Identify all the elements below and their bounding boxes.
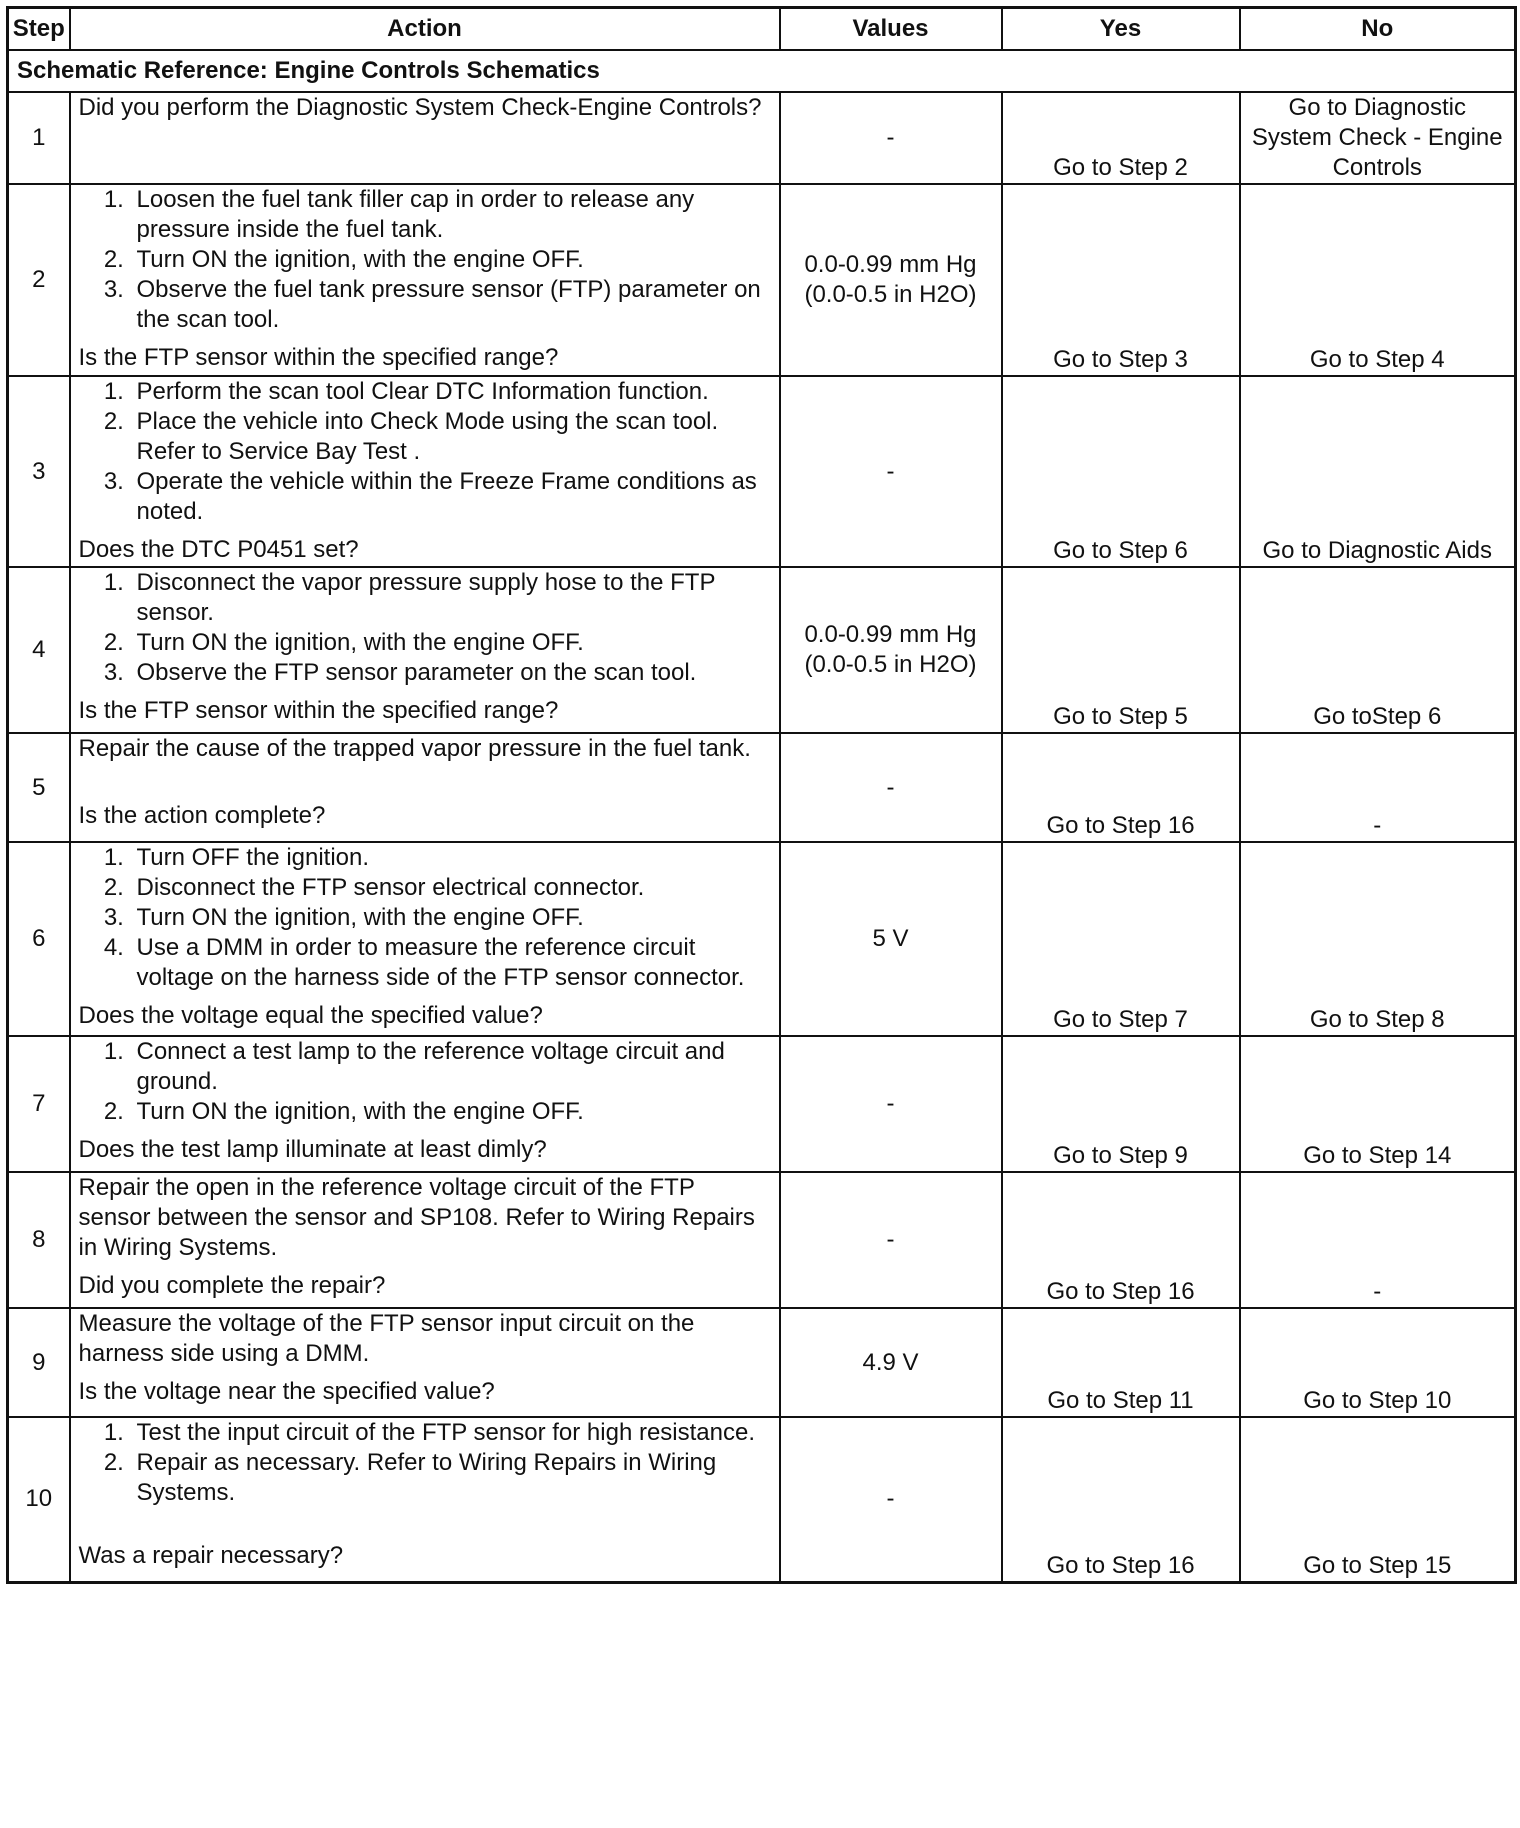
- value-line: (0.0-0.5 in H2O): [804, 281, 977, 308]
- action-step-item: 2. Disconnect the FTP sensor electrical connector.: [131, 873, 771, 903]
- table-row: [8, 1417, 1516, 1582]
- action-text: Repair the open in the reference voltage circuit of the FTP sensor between the sensor and SP108. Refer to Wiring Repairs in Wiring Systems.: [78, 1174, 755, 1261]
- values-cell: [780, 567, 1002, 733]
- yes-action: Go to Step 2: [1002, 92, 1240, 184]
- step-number: 1: [8, 92, 70, 184]
- action-step-item: 2. Turn ON the ignition, with the engine OFF.: [131, 245, 771, 275]
- value-line: -: [886, 457, 895, 485]
- action-step-item: 4. Use a DMM in order to measure the reference circuit voltage on the harness side of the FTP sensor connector.: [131, 933, 771, 993]
- step-number: 5: [8, 733, 70, 842]
- action-step-item: 3. Observe the fuel tank pressure sensor (FTP) parameter on the scan tool.: [131, 275, 771, 335]
- action-question: Is the FTP sensor within the specified range?: [78, 697, 559, 724]
- table-row: [8, 842, 1516, 1036]
- action-cell: [70, 1036, 780, 1172]
- step-number: 8: [8, 1172, 70, 1308]
- table-row: [8, 184, 1516, 376]
- values-cell: [780, 92, 1002, 184]
- value-line: -: [886, 1090, 895, 1117]
- table-row: [8, 376, 1516, 567]
- header-values: Values: [780, 8, 1002, 51]
- no-action: Go to Step 8: [1240, 842, 1516, 1036]
- action-step-list: [79, 1037, 771, 1127]
- action-question: Does the test lamp illuminate at least dimly?: [78, 1136, 547, 1163]
- no-action: Go to Step 10: [1240, 1308, 1516, 1417]
- action-text: Repair the cause of the trapped vapor pressure in the fuel tank.: [78, 735, 751, 762]
- yes-action: Go to Step 7: [1002, 842, 1240, 1036]
- no-action: Go to Step 15: [1240, 1417, 1516, 1582]
- action-cell: [70, 1308, 780, 1417]
- value-line: 5 V: [872, 925, 909, 952]
- table-row: [8, 1172, 1516, 1308]
- action-step-item: 1. Perform the scan tool Clear DTC Information function.: [131, 377, 771, 407]
- no-action: -: [1240, 733, 1516, 842]
- action-step-item: 2. Place the vehicle into Check Mode using the scan tool. Refer to Service Bay Test .: [131, 407, 771, 467]
- values-cell: [780, 376, 1002, 567]
- action-cell: [70, 184, 780, 376]
- action-step-item: 1. Disconnect the vapor pressure supply hose to the FTP sensor.: [131, 568, 771, 628]
- action-step-item: 1. Connect a test lamp to the reference voltage circuit and ground.: [131, 1037, 771, 1097]
- action-step-list: [79, 185, 771, 335]
- header-row: [8, 8, 1516, 51]
- values-cell: [780, 184, 1002, 376]
- action-cell: [70, 842, 780, 1036]
- action-question: Is the voltage near the specified value?: [78, 1378, 495, 1405]
- yes-action: Go to Step 5: [1002, 567, 1240, 733]
- action-cell: [70, 92, 780, 184]
- values-cell: [780, 1308, 1002, 1417]
- action-step-list: [79, 568, 771, 688]
- step-number: 7: [8, 1036, 70, 1172]
- step-number: 6: [8, 842, 70, 1036]
- value-line: 0.0-0.99 mm Hg: [804, 251, 977, 278]
- action-step-list: [79, 377, 771, 527]
- action-question: Does the voltage equal the specified value?: [78, 1002, 543, 1029]
- yes-action: Go to Step 16: [1002, 733, 1240, 842]
- action-question: Did you complete the repair?: [78, 1272, 386, 1299]
- value-line: 0.0-0.99 mm Hg: [804, 621, 977, 648]
- table-row: [8, 567, 1516, 733]
- action-question: Is the action complete?: [78, 802, 326, 829]
- values-cell: [780, 733, 1002, 842]
- action-cell: [70, 567, 780, 733]
- header-no: No: [1240, 8, 1516, 51]
- no-action: Go toStep 6: [1240, 567, 1516, 733]
- action-step-item: 1. Loosen the fuel tank filler cap in order to release any pressure inside the fuel tank.: [131, 185, 771, 245]
- yes-action: Go to Step 3: [1002, 184, 1240, 376]
- yes-action: Go to Step 11: [1002, 1308, 1240, 1417]
- header-step: Step: [8, 8, 70, 51]
- action-step-item: 1. Test the input circuit of the FTP sensor for high resistance.: [131, 1418, 771, 1448]
- yes-action: Go to Step 9: [1002, 1036, 1240, 1172]
- action-cell: [70, 733, 780, 842]
- step-number: 10: [8, 1417, 70, 1582]
- action-text: Did you perform the Diagnostic System Check-Engine Controls?: [78, 94, 762, 121]
- values-cell: [780, 1417, 1002, 1582]
- step-number: 3: [8, 376, 70, 567]
- action-question: Was a repair necessary?: [78, 1542, 344, 1569]
- action-text: Measure the voltage of the FTP sensor input circuit on the harness side using a DMM.: [78, 1310, 695, 1367]
- step-number: 9: [8, 1308, 70, 1417]
- schematic-reference: Schematic Reference: Engine Controls Schematics: [8, 50, 1516, 92]
- table-row: [8, 92, 1516, 184]
- yes-action: Go to Step 16: [1002, 1172, 1240, 1308]
- action-step-item: 2. Repair as necessary. Refer to Wiring Repairs in Wiring Systems.: [131, 1448, 771, 1508]
- no-action: -: [1240, 1172, 1516, 1308]
- value-line: 4.9 V: [862, 1348, 919, 1376]
- table-row: [8, 1036, 1516, 1172]
- schematic-reference-row: [8, 50, 1516, 92]
- action-cell: [70, 376, 780, 567]
- action-step-list: [79, 843, 771, 993]
- yes-action: Go to Step 6: [1002, 376, 1240, 567]
- action-step-item: 2. Turn ON the ignition, with the engine OFF.: [131, 1097, 771, 1127]
- header-action: Action: [70, 8, 780, 51]
- value-line: -: [886, 1485, 895, 1513]
- no-action: Go to Step 4: [1240, 184, 1516, 376]
- value-line: -: [886, 1226, 895, 1253]
- action-question: Is the FTP sensor within the specified range?: [78, 344, 559, 371]
- value-line: -: [886, 773, 895, 801]
- diagnostic-table: [6, 6, 1517, 1584]
- diagnostic-table-container: [6, 6, 1517, 1584]
- values-cell: [780, 842, 1002, 1036]
- action-question: Does the DTC P0451 set?: [78, 536, 359, 563]
- value-line: -: [886, 124, 895, 151]
- value-line: (0.0-0.5 in H2O): [804, 651, 977, 678]
- yes-action: Go to Step 16: [1002, 1417, 1240, 1582]
- action-step-item: 3. Turn ON the ignition, with the engine OFF.: [131, 903, 771, 933]
- table-row: [8, 733, 1516, 842]
- action-cell: [70, 1172, 780, 1308]
- no-action: Go to Diagnostic System Check - Engine Controls: [1240, 92, 1516, 184]
- action-step-item: 3. Operate the vehicle within the Freeze Frame conditions as noted.: [131, 467, 771, 527]
- values-cell: [780, 1172, 1002, 1308]
- table-row: [8, 1308, 1516, 1417]
- action-step-item: 3. Observe the FTP sensor parameter on the scan tool.: [131, 658, 771, 688]
- action-step-item: 1. Turn OFF the ignition.: [131, 843, 771, 873]
- no-action: Go to Step 14: [1240, 1036, 1516, 1172]
- no-action: Go to Diagnostic Aids: [1240, 376, 1516, 567]
- header-yes: Yes: [1002, 8, 1240, 51]
- step-number: 2: [8, 184, 70, 376]
- step-number: 4: [8, 567, 70, 733]
- values-cell: [780, 1036, 1002, 1172]
- action-step-item: 2. Turn ON the ignition, with the engine OFF.: [131, 628, 771, 658]
- action-cell: [70, 1417, 780, 1582]
- action-step-list: [79, 1418, 771, 1508]
